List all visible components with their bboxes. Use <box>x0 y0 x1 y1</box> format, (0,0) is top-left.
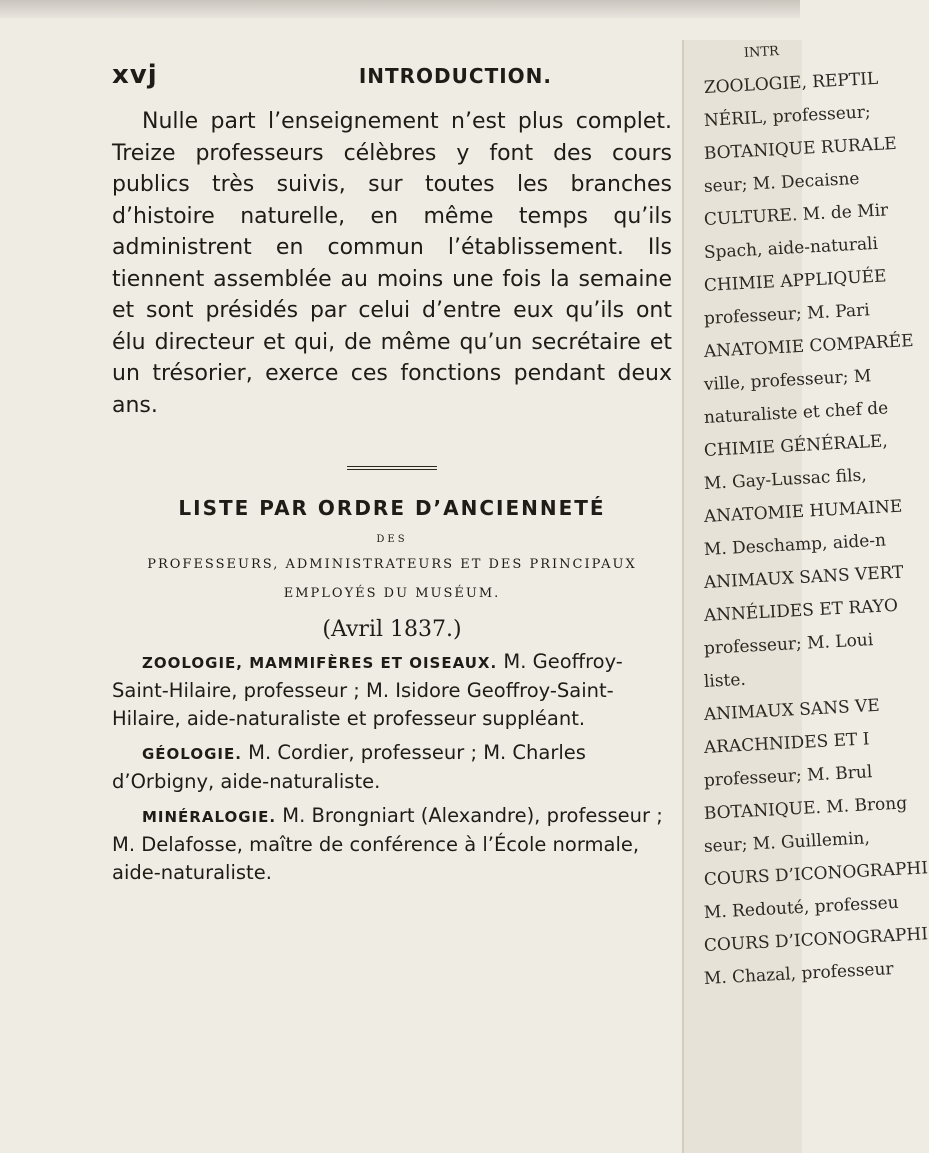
list-subtitle-2: EMPLOYÉS DU MUSÉUM. <box>283 586 501 601</box>
page-header <box>112 60 672 90</box>
intro-paragraph: Nulle part l’enseignement n’est plus complet. Treize professeurs célèbres y font des cours publics très suivis, sur toutes les branches d’histoire naturelle, en même temps qu’ils administrent en commun l’établissement. Ils tiennent assemblée au moins une fois la semaine et sont présidés par celui d’entre eux qu’ils ont élu directeur et qui, de même qu’un secrétaire et un trésorier, exerce ces fonctions pendant deux ans. <box>112 109 672 418</box>
right-page-line: ANATOMIE COMPARÉE <box>703 330 915 362</box>
right-page-line: professeur; M. Brul <box>703 762 873 791</box>
right-page-line: ANIMAUX SANS VERT <box>703 562 904 593</box>
section-title: MINÉRALOGIE. <box>142 808 277 826</box>
right-page-line: ZOOLOGIE, REPTIL <box>703 68 879 98</box>
right-page-lines <box>684 68 929 997</box>
right-page-line: Spach, aide-naturali <box>703 233 879 263</box>
scan-top-edge <box>0 0 800 18</box>
right-page-line: CULTURE. M. de Mir <box>703 200 889 230</box>
right-page-line: M. Redouté, professeu <box>703 892 900 923</box>
section-title: GÉOLOGIE. <box>142 745 242 763</box>
right-page-line: naturaliste et chef de <box>703 398 889 428</box>
page-number: xvj <box>112 60 158 90</box>
list-date: (Avril 1837.) <box>322 617 462 642</box>
right-page-line: professeur; M. Loui <box>703 630 874 659</box>
right-page-line: ANIMAUX SANS VE <box>703 695 881 725</box>
entry-mineralogie <box>112 802 672 887</box>
right-page-line: M. Deschamp, aide-n <box>703 530 887 560</box>
entry-zoologie <box>112 648 672 733</box>
right-page-strip <box>682 40 929 1153</box>
section-text: M. Geoffroy-Saint-Hilaire, professeur ; M. Isidore Geoffroy-Saint-Hilaire, aide-naturaliste et professeur suppléant. <box>112 650 623 730</box>
right-page-line: ANATOMIE HUMAINE <box>703 496 903 527</box>
section-text: M. Cordier, professeur ; M. Charles d’Orbigny, aide-naturaliste. <box>112 741 586 793</box>
right-page-line: ville, professeur; M <box>703 366 872 395</box>
section-title: ZOOLOGIE, MAMMIFÈRES ET OISEAUX. <box>142 654 498 672</box>
right-page-line: seur; M. Guillemin, <box>703 828 871 857</box>
list-des: DES <box>376 534 408 545</box>
right-page-line: CHIMIE GÉNÉRALE, <box>703 431 889 461</box>
left-page <box>112 60 672 887</box>
right-page-line: CHIMIE APPLIQUÉE <box>703 266 887 296</box>
list-subtitle-1: PROFESSEURS, ADMINISTRATEURS ET DES PRINCIPAUX <box>147 557 637 572</box>
right-page-line: COURS D’ICONOGRAPHI <box>703 858 929 890</box>
right-page-line: liste. <box>703 669 747 692</box>
right-page-line: NÉRIL, professeur; <box>703 102 872 131</box>
right-page-line: BOTANIQUE RURALE <box>703 133 898 164</box>
list-title: LISTE PAR ORDRE D’ANCIENNETÉ <box>178 496 606 520</box>
right-page-line: M. Chazal, professeur <box>703 959 895 989</box>
right-page-line: professeur; M. Pari <box>703 300 871 329</box>
right-page-line: ANNÉLIDES ET RAYO <box>703 595 899 626</box>
section-divider <box>112 455 672 474</box>
right-page-line: seur; M. Decaisne <box>703 168 860 197</box>
right-running-head: INTR <box>743 44 780 61</box>
right-page-line: M. Gay-Lussac fils, <box>703 465 868 494</box>
running-head: INTRODUCTION. <box>358 64 552 88</box>
section-text: M. Brongniart (Alexandre), professeur ; M. Delafosse, maître de conférence à l’École normale, aide-naturaliste. <box>112 804 663 884</box>
right-page-line: COURS D’ICONOGRAPHI <box>703 924 929 956</box>
right-page-line: ARACHNIDES ET I <box>703 729 870 758</box>
right-page-line: BOTANIQUE. M. Brong <box>703 793 908 824</box>
entry-geologie <box>112 739 672 796</box>
